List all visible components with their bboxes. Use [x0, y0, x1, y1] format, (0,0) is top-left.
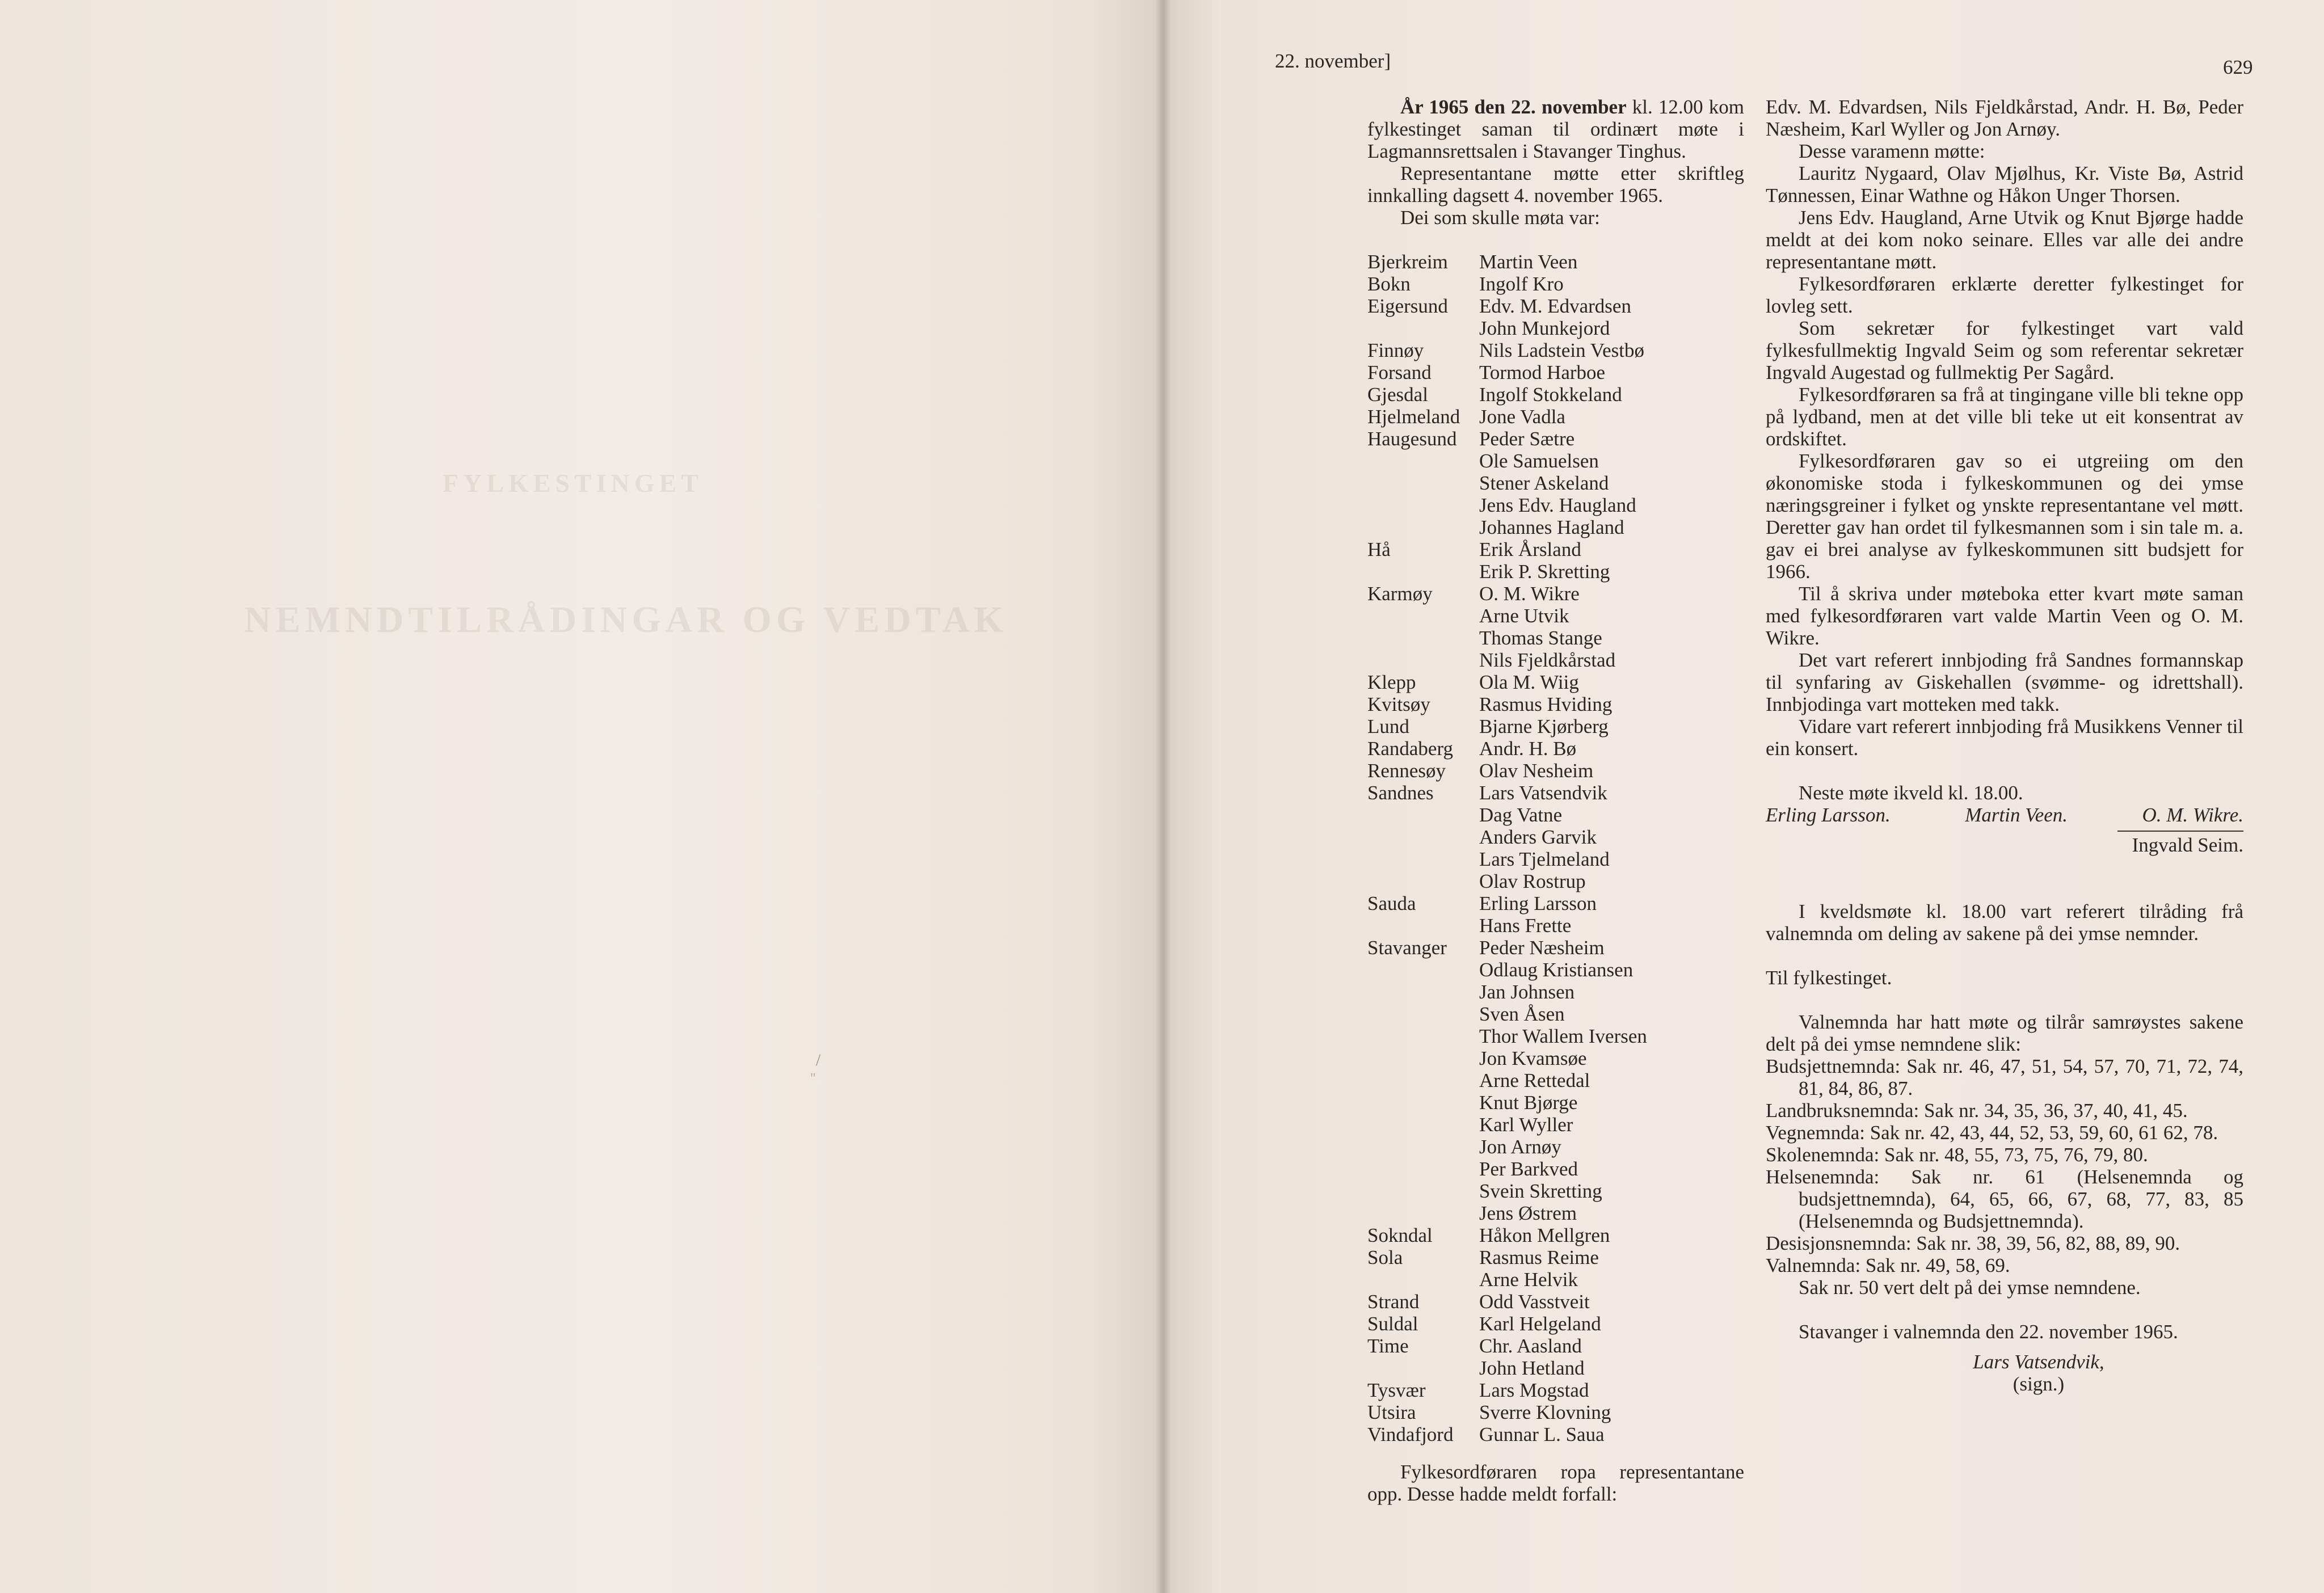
municipality: Bokn — [1367, 273, 1411, 295]
stray-mark: " — [810, 1071, 816, 1086]
paragraph: Fylkesordføraren ropa representantane opp. Desse hadde meldt forfall: — [1367, 1461, 1744, 1505]
representative: Jon Kvamsøe — [1479, 1047, 1587, 1069]
paragraph: Edv. M. Edvardsen, Nils Fjeldkårstad, Andr. H. Bø, Peder Næsheim, Karl Wyller og Jon Arnøy. — [1766, 96, 2243, 140]
municipality — [1367, 1114, 1479, 1136]
roster-row — [1367, 406, 1685, 428]
municipality: Kvitsøy — [1367, 693, 1430, 715]
representative: Sven Åsen — [1479, 1003, 1565, 1025]
municipality — [1367, 560, 1479, 583]
roster-row — [1367, 1224, 1685, 1246]
paragraph: Fylkesordføraren gav so ei utgreiing om den økonomiske stoda i fylkeskommunen og dei ymse næringsgreiner i fylket og ynskte representantane vel møtt. Deretter gav han ordet til fylkesmannen som i sin tale m. a. gav ei brei analyse av fylkeskommunen sitt budsjett for 1966. — [1766, 450, 2243, 583]
representative: Nils Fjeldkårstad — [1479, 649, 1616, 671]
representative: Olav Nesheim — [1479, 760, 1594, 782]
municipality: Vindafjord — [1367, 1423, 1454, 1446]
stray-mark: / — [816, 1051, 821, 1069]
municipality: Sauda — [1367, 892, 1416, 914]
municipality: Gjesdal — [1367, 384, 1428, 406]
roster-row — [1367, 892, 1685, 914]
roster-row — [1367, 472, 1685, 494]
representative: Rasmus Reime — [1479, 1246, 1599, 1268]
municipality: Bjerkreim — [1367, 251, 1448, 273]
roster-row — [1367, 295, 1685, 317]
municipality — [1367, 1047, 1479, 1069]
municipality: Forsand — [1367, 361, 1432, 384]
roster-row — [1367, 1136, 1685, 1158]
municipality — [1367, 1025, 1479, 1047]
representative: Arne Helvik — [1479, 1268, 1578, 1291]
roster-row — [1367, 1291, 1685, 1313]
signature-rule — [2117, 831, 2243, 832]
paragraph: Jens Edv. Haugland, Arne Utvik og Knut Bjørge hadde meldt at dei kom noko seinare. Elles var alle dei andre representantane møtt. — [1766, 206, 2243, 273]
representative: Thomas Stange — [1479, 627, 1602, 649]
committee-item: Helsenemnda: Sak nr. 61 (Helsenemnda og budsjettnemnda), 64, 65, 66, 67, 68, 77, 83, 85 (Helsenemnda og Budsjettnemnda). — [1766, 1166, 2243, 1232]
roster-row — [1367, 251, 1685, 273]
roster-row — [1367, 1180, 1685, 1202]
municipality: Suldal — [1367, 1313, 1418, 1335]
representative: Jens Østrem — [1479, 1202, 1577, 1224]
closing-paragraph-block — [1367, 1461, 1744, 1505]
representative: Gunnar L. Saua — [1479, 1423, 1605, 1446]
representative: Andr. H. Bø — [1479, 738, 1577, 760]
opening-text: kl. 12.00 kom fylkestinget saman til ordinært møte i Lagmannsrettsalen i Stavanger Tinghus. — [1367, 96, 1744, 162]
municipality: Time — [1367, 1335, 1409, 1357]
committee-item: Skolenemnda: Sak nr. 48, 55, 73, 75, 76, 79, 80. — [1766, 1144, 2148, 1166]
roster-row — [1367, 1047, 1685, 1069]
municipality — [1367, 1158, 1479, 1180]
paragraph: Fylkesordføraren erklærte deretter fylkestinget for lovleg sett. — [1766, 273, 2243, 317]
municipality — [1367, 804, 1479, 826]
signed-name: Lars Vatsendvik, — [1973, 1351, 2104, 1373]
roster-row — [1367, 317, 1685, 339]
municipality — [1367, 1180, 1479, 1202]
opening-date: År 1965 den 22. november — [1400, 96, 1627, 118]
representative: Dag Vatne — [1479, 804, 1563, 826]
representative: Sverre Klovning — [1479, 1401, 1611, 1423]
committee-item: Vegnemnda: Sak nr. 42, 43, 44, 52, 53, 59, 60, 61 62, 78. — [1766, 1122, 2218, 1144]
municipality — [1367, 1357, 1479, 1379]
representative: Karl Helgeland — [1479, 1313, 1601, 1335]
roster-row — [1367, 1357, 1685, 1379]
municipality — [1367, 649, 1479, 671]
municipality: Sokndal — [1367, 1224, 1433, 1246]
roster-row — [1367, 848, 1685, 870]
municipality: Tysvær — [1367, 1379, 1426, 1401]
municipality: Finnøy — [1367, 339, 1424, 361]
roster-row — [1367, 715, 1685, 738]
representative: Erling Larsson — [1479, 892, 1597, 914]
municipality — [1367, 959, 1479, 981]
roster-row — [1367, 384, 1685, 406]
representative: Ingolf Stokkeland — [1479, 384, 1622, 406]
paragraph: Dei som skulle møta var: — [1400, 206, 1600, 229]
roster-row — [1367, 1379, 1685, 1401]
roster-row — [1367, 1268, 1685, 1291]
municipality — [1367, 450, 1479, 472]
representative: Nils Ladstein Vestbø — [1479, 339, 1645, 361]
representative: Lars Vatsendvik — [1479, 782, 1607, 804]
roster-row — [1367, 826, 1685, 848]
paragraph: Representantane møtte etter skriftleg innkalling dagsett 4. november 1965. — [1367, 162, 1744, 206]
paragraph: I kveldsmøte kl. 18.00 vart referert tilråding frå valnemnda om deling av sakene på dei ymse nemnder. — [1766, 900, 2243, 945]
roster-row — [1367, 1025, 1685, 1047]
roster-row — [1367, 1003, 1685, 1025]
roster-row — [1367, 627, 1685, 649]
roster-row — [1367, 605, 1685, 627]
signature-row — [1766, 804, 2243, 826]
municipality — [1367, 516, 1479, 538]
roster-row — [1367, 1069, 1685, 1092]
roster-row — [1367, 1401, 1685, 1423]
paragraph: Desse varamenn møtte: — [1799, 140, 1985, 162]
municipality — [1367, 317, 1479, 339]
municipality — [1367, 870, 1479, 892]
municipality — [1367, 826, 1479, 848]
roster-row — [1367, 1246, 1685, 1268]
municipality: Eigersund — [1367, 295, 1448, 317]
roster-row — [1367, 1158, 1685, 1180]
representative: Tormod Harboe — [1479, 361, 1606, 384]
representative: Jon Arnøy — [1479, 1136, 1561, 1158]
roster-row — [1367, 516, 1685, 538]
representative: Håkon Mellgren — [1479, 1224, 1610, 1246]
signature: O. M. Wikre. — [2142, 804, 2243, 826]
representative: Edv. M. Edvardsen — [1479, 295, 1631, 317]
book-spine — [1155, 0, 1171, 1593]
municipality — [1367, 605, 1479, 627]
roster-row — [1367, 760, 1685, 782]
municipality — [1367, 848, 1479, 870]
roster-row — [1367, 914, 1685, 937]
paragraph: Valnemnda har hatt møte og tilrår samrøystes sakene delt på dei ymse nemndene slik: — [1766, 1011, 2243, 1055]
roster-row — [1367, 937, 1685, 959]
municipality: Lund — [1367, 715, 1409, 738]
municipality — [1367, 981, 1479, 1003]
roster-row — [1367, 804, 1685, 826]
roster-row — [1367, 981, 1685, 1003]
municipality — [1367, 914, 1479, 937]
roster-row — [1367, 1335, 1685, 1357]
paragraph: Sak nr. 50 vert delt på dei ymse nemndene. — [1799, 1276, 2141, 1299]
municipality: Karmøy — [1367, 583, 1433, 605]
paragraph: Til å skriva under møteboka etter kvart møte saman med fylkesordføraren vart valde Martin Veen og O. M. Wikre. — [1766, 583, 2243, 649]
roster-row — [1367, 782, 1685, 804]
representative: Chr. Aasland — [1479, 1335, 1582, 1357]
roster-row — [1367, 450, 1685, 472]
representative: Hans Frette — [1479, 914, 1572, 937]
representative: Johannes Hagland — [1479, 516, 1624, 538]
representative: John Munkejord — [1479, 317, 1610, 339]
municipality: Haugesund — [1367, 428, 1457, 450]
representative: Ingolf Kro — [1479, 273, 1564, 295]
roster-row — [1367, 361, 1685, 384]
paragraph-heading: Til fylkestinget. — [1766, 967, 1892, 989]
signature-secretary: Ingvald Seim. — [2132, 834, 2243, 856]
representative: Odlaug Kristiansen — [1479, 959, 1633, 981]
signature: Erling Larsson. — [1766, 804, 1891, 826]
committee-item: Desisjonsnemnda: Sak nr. 38, 39, 56, 82, 88, 89, 90. — [1766, 1232, 2180, 1254]
ghost-heading-2: NEMNDTILRÅDINGAR OG VEDTAK — [244, 599, 1008, 640]
representative: John Hetland — [1479, 1357, 1585, 1379]
attendance-roster — [1367, 251, 1685, 1446]
roster-row — [1367, 1114, 1685, 1136]
paragraph: Stavanger i valnemnda den 22. november 1965. — [1799, 1321, 2178, 1343]
roster-row — [1367, 583, 1685, 605]
roster-row — [1367, 560, 1685, 583]
representative: Ola M. Wiig — [1479, 671, 1579, 693]
municipality: Rennesøy — [1367, 760, 1446, 782]
representative: Lars Mogstad — [1479, 1379, 1589, 1401]
paragraph: Vidare vart referert innbjoding frå Musikkens Venner til ein konsert. — [1766, 715, 2243, 760]
roster-row — [1367, 1202, 1685, 1224]
page-number: 629 — [2223, 56, 2253, 78]
column-left — [1367, 96, 1744, 229]
representative: Svein Skretting — [1479, 1180, 1602, 1202]
municipality: Stavanger — [1367, 937, 1447, 959]
municipality: Sandnes — [1367, 782, 1434, 804]
next-meeting: Neste møte ikveld kl. 18.00. — [1799, 782, 2023, 804]
roster-row — [1367, 959, 1685, 981]
municipality — [1367, 1092, 1479, 1114]
roster-row — [1367, 649, 1685, 671]
committee-list — [1766, 1055, 2243, 1276]
roster-row — [1367, 671, 1685, 693]
representative: Odd Vasstveit — [1479, 1291, 1590, 1313]
representative: Bjarne Kjørberg — [1479, 715, 1609, 738]
representative: Arne Rettedal — [1479, 1069, 1590, 1092]
roster-row — [1367, 1313, 1685, 1335]
representative: Olav Rostrup — [1479, 870, 1586, 892]
signed-note: (sign.) — [2013, 1373, 2065, 1395]
representative: O. M. Wikre — [1479, 583, 1580, 605]
committee-item: Valnemnda: Sak nr. 49, 58, 69. — [1766, 1254, 2010, 1276]
committee-item: Landbruksnemnda: Sak nr. 34, 35, 36, 37, 40, 41, 45. — [1766, 1099, 2188, 1122]
municipality — [1367, 1268, 1479, 1291]
municipality: Utsira — [1367, 1401, 1416, 1423]
municipality: Hå — [1367, 538, 1391, 560]
municipality — [1367, 1202, 1479, 1224]
representative: Jens Edv. Haugland — [1479, 494, 1636, 516]
representative: Anders Garvik — [1479, 826, 1597, 848]
committee-item: Budsjettnemnda: Sak nr. 46, 47, 51, 54, 57, 70, 71, 72, 74, 81, 84, 86, 87. — [1766, 1055, 2243, 1099]
roster-row — [1367, 870, 1685, 892]
municipality: Klepp — [1367, 671, 1416, 693]
representative: Peder Næsheim — [1479, 937, 1605, 959]
municipality: Randaberg — [1367, 738, 1453, 760]
representative: Erik Årsland — [1479, 538, 1581, 560]
representative: Ole Samuelsen — [1479, 450, 1599, 472]
roster-row — [1367, 273, 1685, 295]
representative: Thor Wallem Iversen — [1479, 1025, 1647, 1047]
running-head: 22. november] — [1275, 50, 1391, 72]
roster-row — [1367, 494, 1685, 516]
roster-row — [1367, 339, 1685, 361]
municipality — [1367, 472, 1479, 494]
representative: Martin Veen — [1479, 251, 1578, 273]
representative: Stener Askeland — [1479, 472, 1609, 494]
representative: Erik P. Skretting — [1479, 560, 1610, 583]
representative: Karl Wyller — [1479, 1114, 1573, 1136]
municipality — [1367, 1136, 1479, 1158]
roster-row — [1367, 1423, 1685, 1446]
representative: Rasmus Hviding — [1479, 693, 1613, 715]
representative: Jan Johnsen — [1479, 981, 1575, 1003]
roster-row — [1367, 1092, 1685, 1114]
representative: Per Barkved — [1479, 1158, 1578, 1180]
roster-row — [1367, 693, 1685, 715]
paragraph: Som sekretær for fylkestinget vart vald fylkesfullmektig Ingvald Seim og som referentar sekretær Ingvald Augestad og fullmektig Per Sagård. — [1766, 317, 2243, 384]
representative: Jone Vadla — [1479, 406, 1565, 428]
opening-paragraph — [1367, 96, 1744, 162]
representative: Lars Tjelmeland — [1479, 848, 1610, 870]
paragraph: Lauritz Nygaard, Olav Mjølhus, Kr. Viste Bø, Astrid Tønnessen, Einar Wathne og Håkon Unger Thorsen. — [1766, 162, 2243, 206]
paragraph: Det vart referert innbjoding frå Sandnes formannskap til synfaring av Giskehallen (svømme- og idrettshall). Innbjodinga vart motteken med takk. — [1766, 649, 2243, 715]
paragraph: Fylkesordføraren sa frå at tingingane ville bli tekne opp på lydband, men at det ville bli teke ut eit konsentrat av ordskiftet. — [1766, 384, 2243, 450]
municipality — [1367, 494, 1479, 516]
municipality — [1367, 1069, 1479, 1092]
column-right — [1766, 96, 2243, 1395]
municipality: Sola — [1367, 1246, 1403, 1268]
ghost-heading-1: FYLKESTINGET — [443, 469, 703, 498]
signature: Martin Veen. — [1965, 804, 2068, 826]
municipality: Hjelmeland — [1367, 406, 1460, 428]
municipality: Strand — [1367, 1291, 1420, 1313]
municipality — [1367, 627, 1479, 649]
representative: Knut Bjørge — [1479, 1092, 1578, 1114]
municipality — [1367, 1003, 1479, 1025]
roster-row — [1367, 738, 1685, 760]
roster-row — [1367, 538, 1685, 560]
representative: Arne Utvik — [1479, 605, 1569, 627]
representative: Peder Sætre — [1479, 428, 1575, 450]
roster-row — [1367, 428, 1685, 450]
